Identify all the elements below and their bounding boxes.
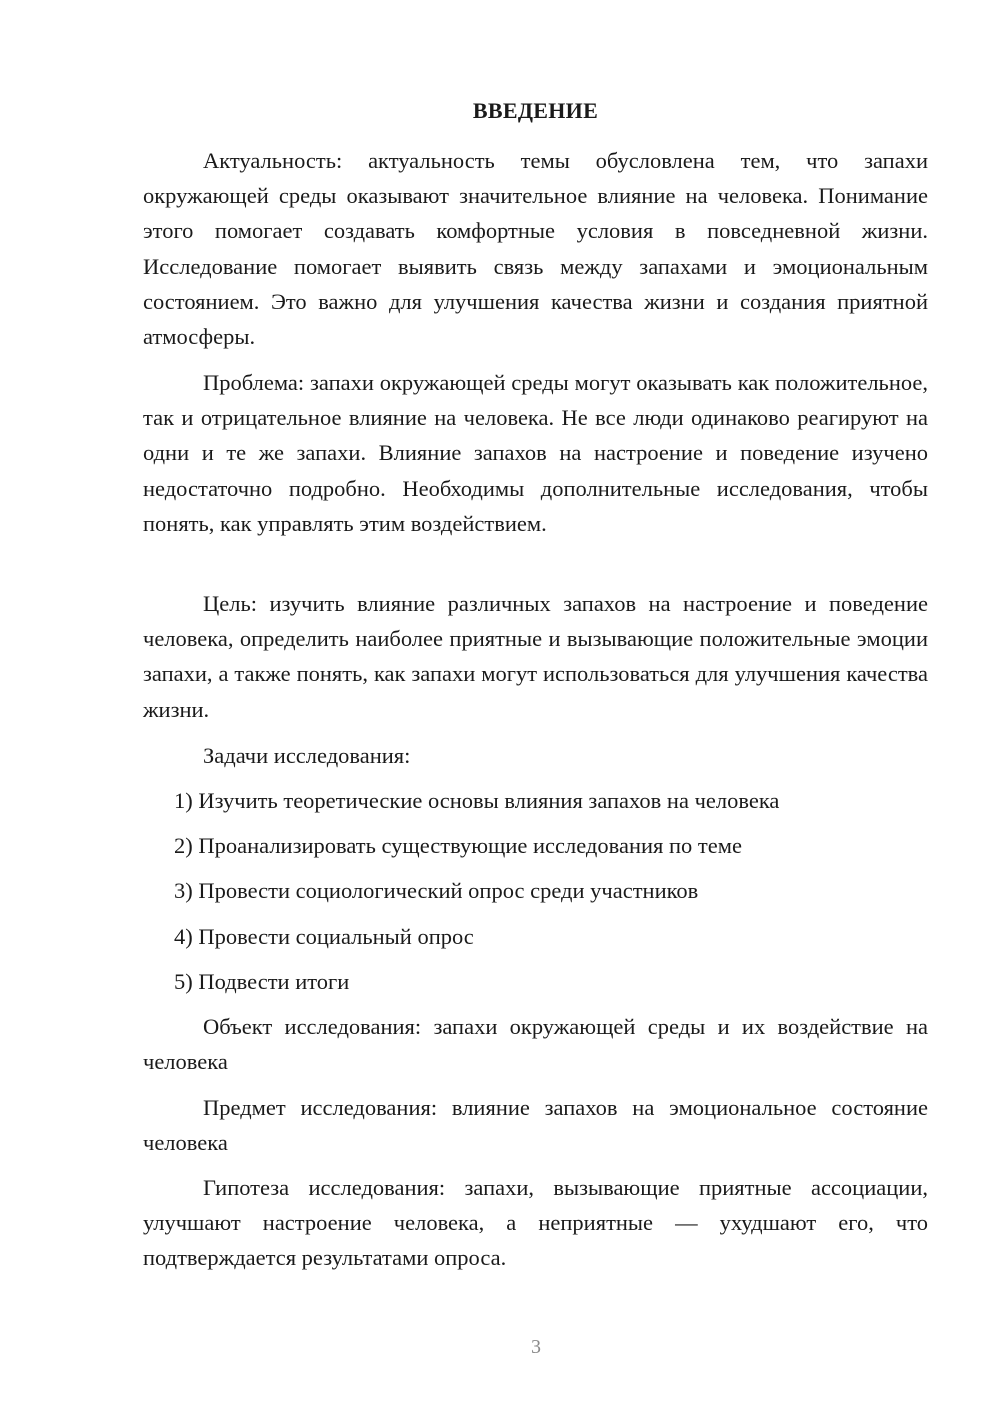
- page-number: 3: [531, 1336, 541, 1358]
- page-title: ВВЕДЕНИЕ: [472, 98, 599, 123]
- relevance-paragraph: Актуальность: актуальность темы обусловлена тем, что запахи окружающей среды оказывают значительное влияние на человека. Понимание этого помогает создавать комфортные условия в повседневной жизни. Исследование помогает выявить связь между запахами и эмоциональным состоянием. Это важно для улучшения качества жизни и создания приятной атмосферы.: [143, 148, 928, 350]
- task-item: 4) Провести социальный опрос: [174, 924, 474, 949]
- tasks-heading: Задачи исследования:: [203, 743, 411, 768]
- goal-paragraph: Цель: изучить влияние различных запахов на настроение и поведение человека, определить наиболее приятные и вызывающие положительные эмоции запахи, а также понять, как запахи могут использоваться для улучшения качества жизни.: [143, 591, 928, 722]
- hypothesis-paragraph: Гипотеза исследования: запахи, вызывающие приятные ассоциации, улучшают настроение человека, а неприятные — ухудшают его, что подтверждается результатами опроса.: [143, 1175, 928, 1271]
- object-paragraph: Объект исследования: запахи окружающей среды и их воздействие на человека: [143, 1014, 928, 1075]
- task-item: 2) Проанализировать существующие исследования по теме: [174, 833, 742, 858]
- subject-paragraph: Предмет исследования: влияние запахов на эмоциональное состояние человека: [143, 1095, 928, 1156]
- task-item: 3) Провести социологический опрос среди участников: [174, 878, 699, 903]
- task-item: 1) Изучить теоретические основы влияния запахов на человека: [174, 788, 780, 813]
- problem-paragraph: Проблема: запахи окружающей среды могут оказывать как положительное, так и отрицательное влияние на человека. Не все люди одинаково реагируют на одни и те же запахи. Влияние запахов на настроение и поведение изучено недостаточно подробно. Необходимы дополнительные исследования, чтобы понять, как управлять этим воздействием.: [143, 370, 928, 536]
- task-item: 5) Подвести итоги: [174, 969, 350, 994]
